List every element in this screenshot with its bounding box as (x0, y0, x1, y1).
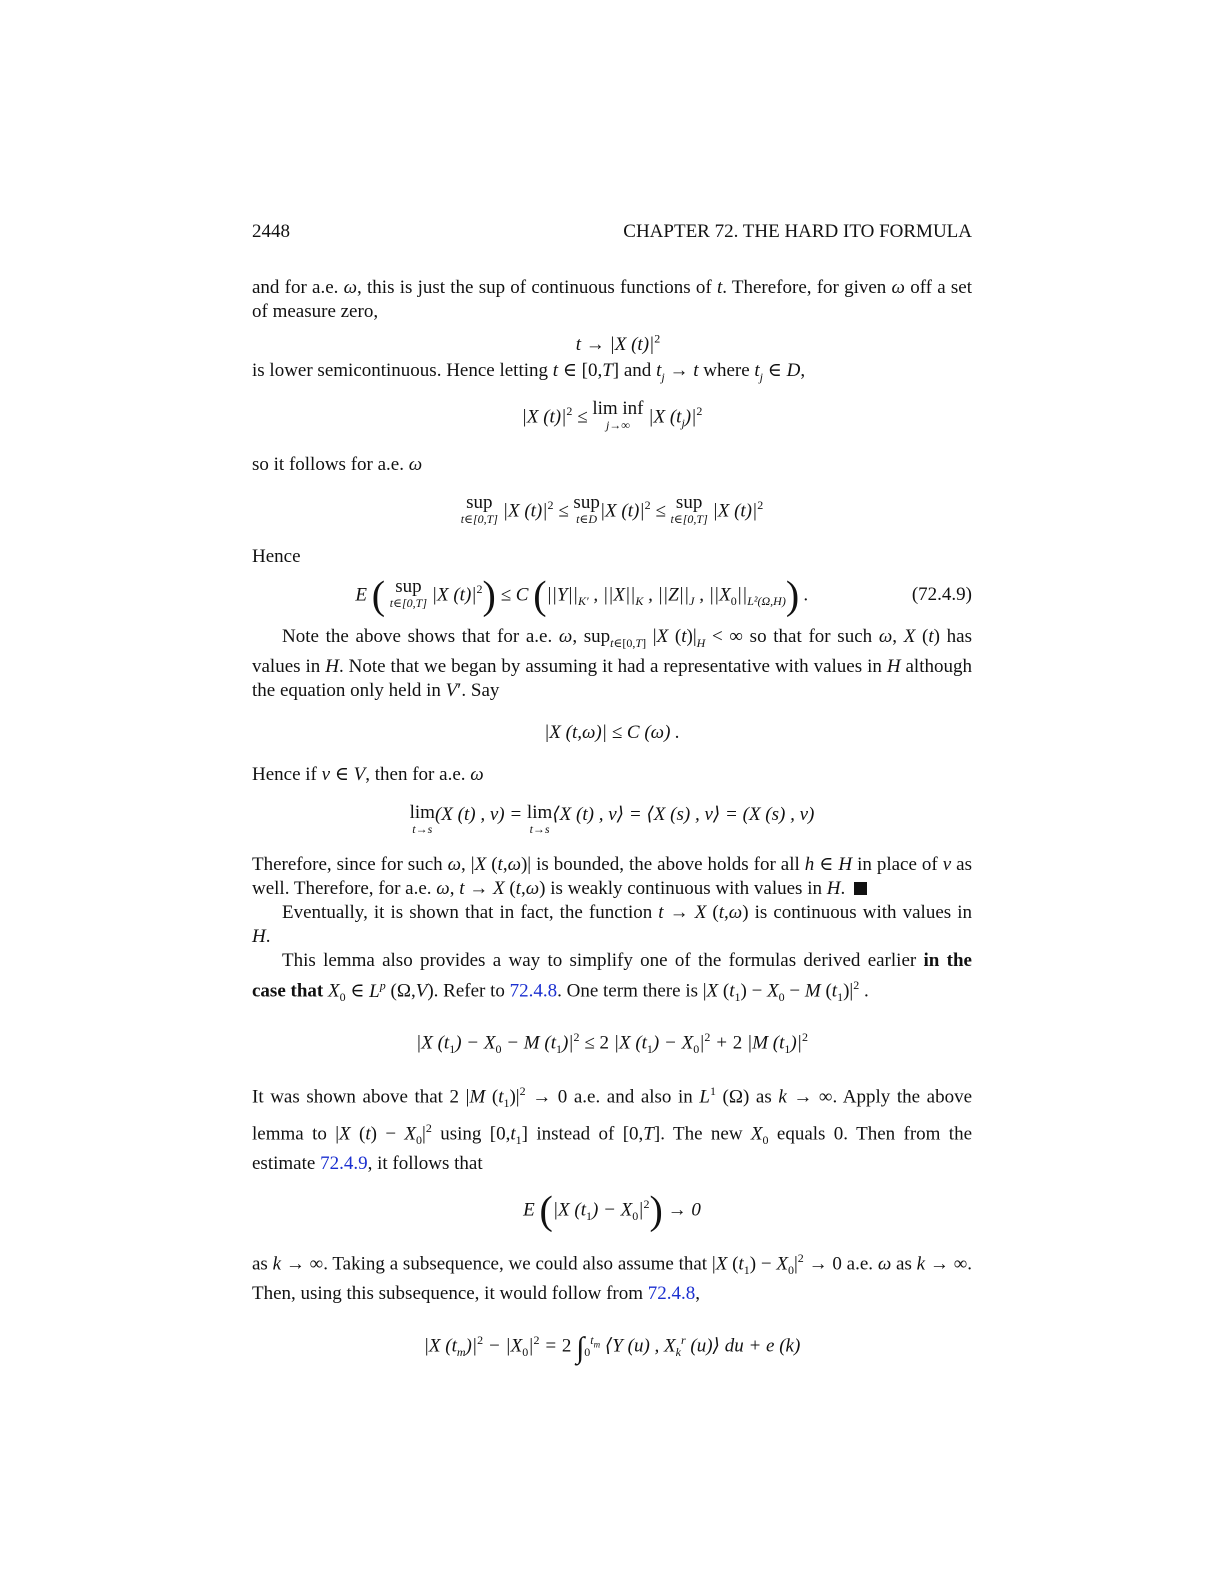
display-equation: E (|X $(t_1) - X_0|^2) \to 0$ (523, 1187, 701, 1232)
paragraph: Hence if v ∈ V, then for a.e. ω (252, 764, 484, 786)
display-equation: |X $(t)|^2$ ≤ lim inf j→∞ |X $(t_j)|^2$ (521, 398, 703, 433)
equation-reference-link[interactable]: 72.4.8 (647, 1282, 696, 1304)
running-header (252, 221, 972, 243)
equation-number: (72.4.9) (911, 584, 972, 606)
display-equation: t → |X $(t)|^2$ (575, 332, 661, 356)
paragraph: is lower semicontinuous. Hence letting t ∈ [0,T] and $t_j \to t$ where $t_j$ ∈ D, (252, 360, 806, 385)
qed-symbol (854, 882, 867, 895)
paragraph: This lemma also provides a way to simplify one of the formulas derived earlier in the case that $X_0$ ∈ $L^p$ (Ω,V). Refer to 72.4.8. One term there is |X $(t_1) - X_0 - M$ $(t_1)|^2$ . (252, 950, 972, 1005)
paragraph: Eventually, it is shown that in fact, the function t → X (t,ω) is continuous with values in H. (252, 902, 973, 948)
display-equation: |X $(t_m)|^2 - |X_0|^2 = 2$ $\int_0^{t_m}$ ⟨Y (u) , $X_k^r$ (u)⟩ du + e (k) (423, 1331, 801, 1365)
equation-reference-link[interactable]: 72.4.8 (509, 980, 558, 1002)
paragraph: Therefore, since for such ω, |X (t,ω)| is bounded, the above holds for all h ∈ H in place of v as well. Therefore, for a.e. ω, t → X (t,ω) is weakly continuous with values in H. (252, 854, 972, 900)
display-equation: lim t→s (X (t) , v) = lim t→s ⟨X (t) , v⟩ = ⟨X (s) , v⟩ = (X (s) , v) (409, 802, 815, 837)
display-equation: E ( sup t∈[0,T] |X $(t)|^2) \le C$ ($||Y||_{K'}$ , $||X||_K$ , $||Z||_J$ , $||X_0||_{L^2(\Omega,H)}$) . (72.4.9) (355, 572, 972, 618)
paragraph: Hence (252, 546, 301, 568)
page-number: 2448 (252, 221, 290, 242)
paragraph: It was shown above that 2 |M $(t_1)|^2 \to 0$ a.e. and also in $L^1$ (Ω) as k → ∞. Apply the above lemma to |X $(t) - X_0|^2$ using $[0,t_1]$ instead of [0,T]. The new $X_0$ equals 0. Then from the estimate 72.4.9, it follows that (252, 1084, 973, 1174)
equation-reference-link[interactable]: 72.4.9 (320, 1152, 368, 1174)
display-equation: |X (t,ω)| ≤ C (ω) . (544, 722, 680, 744)
paragraph: as k → ∞. Taking a subsequence, we could also assume that |X $(t_1) - X_0|^2 \to 0$ a.e. ω as k → ∞. Then, using this subsequence, it would follow from 72.4.8, (252, 1250, 972, 1304)
chapter-title: CHAPTER 72. THE HARD ITO FORMULA (623, 221, 972, 242)
paragraph: Note the above shows that for a.e. ω, sup$_{t\in[0,T]}$ |X $(t)|_H$ < ∞ so that for such ω, X (t) has values in H. Note that we began by assuming it had a representative with values in H although the equation only held in V′. Say (252, 626, 972, 702)
paragraph: so it follows for a.e. ω (252, 454, 423, 476)
display-equation: |X $(t_1) - X_0 - M$ $(t_1)|^2 \le 2$ |X $(t_1) - X_0|^2 + 2$ |M $(t_1)|^2$ (416, 1030, 808, 1057)
paragraph: and for a.e. ω, this is just the sup of continuous functions of t. Therefore, for given ω off a set of measure zero, (252, 277, 972, 322)
main-text (252, 276, 972, 1364)
display-equation: sup t∈[0,T] |X $(t)|^2$ ≤ sup t∈D |X $(t)|^2$ ≤ sup t∈[0,T] |X $(t)|^2$ (460, 492, 764, 527)
